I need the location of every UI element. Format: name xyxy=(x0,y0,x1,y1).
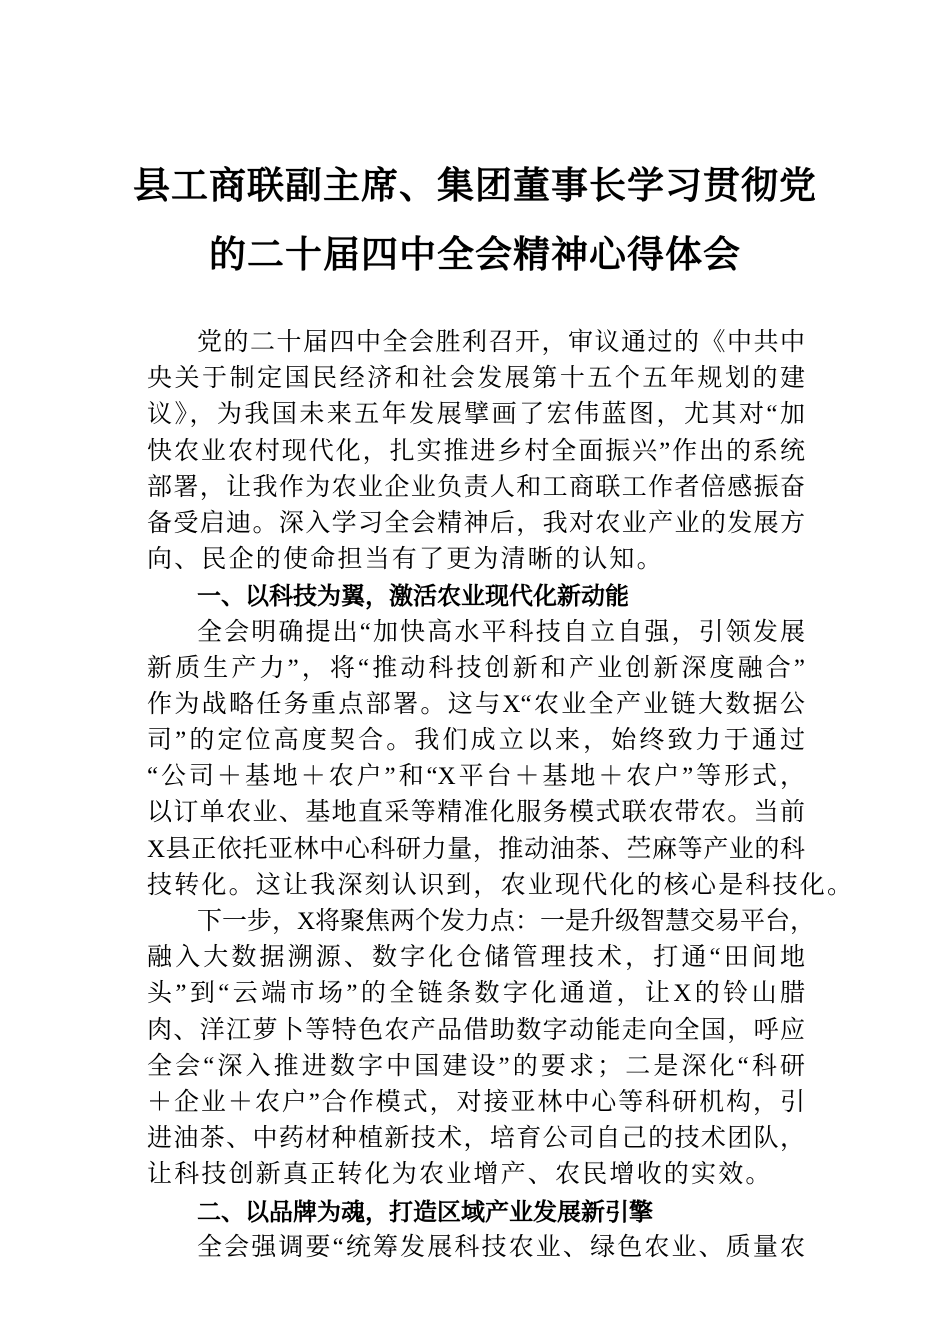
heading-text: 二、以品牌为魂，打造区域产业发展新引擎 xyxy=(197,1197,653,1226)
paragraph-line: “公司＋基地＋农户”和“X平台＋基地＋农户”等形式， xyxy=(147,763,805,791)
section-heading xyxy=(147,1194,805,1230)
paragraph xyxy=(147,615,855,905)
paragraph-line: 全会“深入推进数字中国建设”的要求；二是深化“科研 xyxy=(147,1052,805,1080)
paragraph xyxy=(147,904,816,1194)
paragraph-line: 快农业农村现代化，扎实推进乡村全面振兴”作出的系统 xyxy=(147,437,805,465)
paragraph-line: 肉、洋江萝卜等特色农产品借助数字动能走向全国，呼应 xyxy=(147,1016,805,1044)
paragraph-line: 议》，为我国未来五年发展擘画了宏伟蓝图，尤其对“加 xyxy=(147,401,805,429)
document-body xyxy=(147,325,855,1266)
paragraph xyxy=(147,1230,805,1266)
paragraph xyxy=(147,325,805,578)
paragraph-line: 进油茶、中药材种植新技术，培育公司自己的技术团队， xyxy=(147,1125,805,1153)
paragraph-line: 头”到“云端市场”的全链条数字化通道，让X的铃山腊 xyxy=(147,980,805,1008)
paragraph-line: 技转化。这让我深刻认识到，农业现代化的核心是科技化。 xyxy=(147,871,855,899)
paragraph-line: 新质生产力”，将“推动科技创新和产业创新深度融合” xyxy=(147,654,805,682)
paragraph-line: 党的二十届四中全会胜利召开，审议通过的《中共中 xyxy=(197,329,805,356)
document-title-line-1: 县工商联副主席、集团董事长学习贯彻党 xyxy=(133,163,817,207)
paragraph-line: 作为战略任务重点部署。这与X“农业全产业链大数据公 xyxy=(147,690,805,718)
paragraph-line: 融入大数据溯源、数字化仓储管理技术，打通“田间地 xyxy=(147,944,805,972)
paragraph-line: 让科技创新真正转化为农业增产、农民增收的实效。 xyxy=(147,1161,773,1189)
paragraph-line: ＋企业＋农户”合作模式，对接亚林中心等科研机构，引 xyxy=(147,1088,805,1116)
heading-text: 一、以科技为翼，激活农业现代化新动能 xyxy=(197,582,629,611)
paragraph-line: 司”的定位高度契合。我们成立以来，始终致力于通过 xyxy=(147,727,805,755)
paragraph-line: 下一步，X将聚焦两个发力点：一是升级智慧交易平台， xyxy=(197,908,816,935)
paragraph-line: 全会明确提出“加快高水平科技自立自强，引领发展 xyxy=(197,618,805,646)
paragraph-line: X县正依托亚林中心科研力量，推动油茶、苎麻等产业的科 xyxy=(147,835,805,863)
section-heading xyxy=(147,578,805,614)
paragraph-line: 央关于制定国民经济和社会发展第十五个五年规划的建 xyxy=(147,365,805,393)
paragraph-line: 全会强调要“统筹发展科技农业、绿色农业、质量农 xyxy=(197,1233,805,1261)
paragraph-line: 以订单农业、基地直采等精准化服务模式联农带农。当前 xyxy=(147,799,805,827)
paragraph-line: 向、民企的使命担当有了更为清晰的认知。 xyxy=(147,546,664,574)
paragraph-line: 备受启迪。深入学习全会精神后，我对农业产业的发展方 xyxy=(147,509,805,537)
document-title-line-2: 的二十届四中全会精神心得体会 xyxy=(209,232,741,276)
paragraph-line: 部署，让我作为农业企业负责人和工商联工作者倍感振奋 xyxy=(147,473,805,501)
